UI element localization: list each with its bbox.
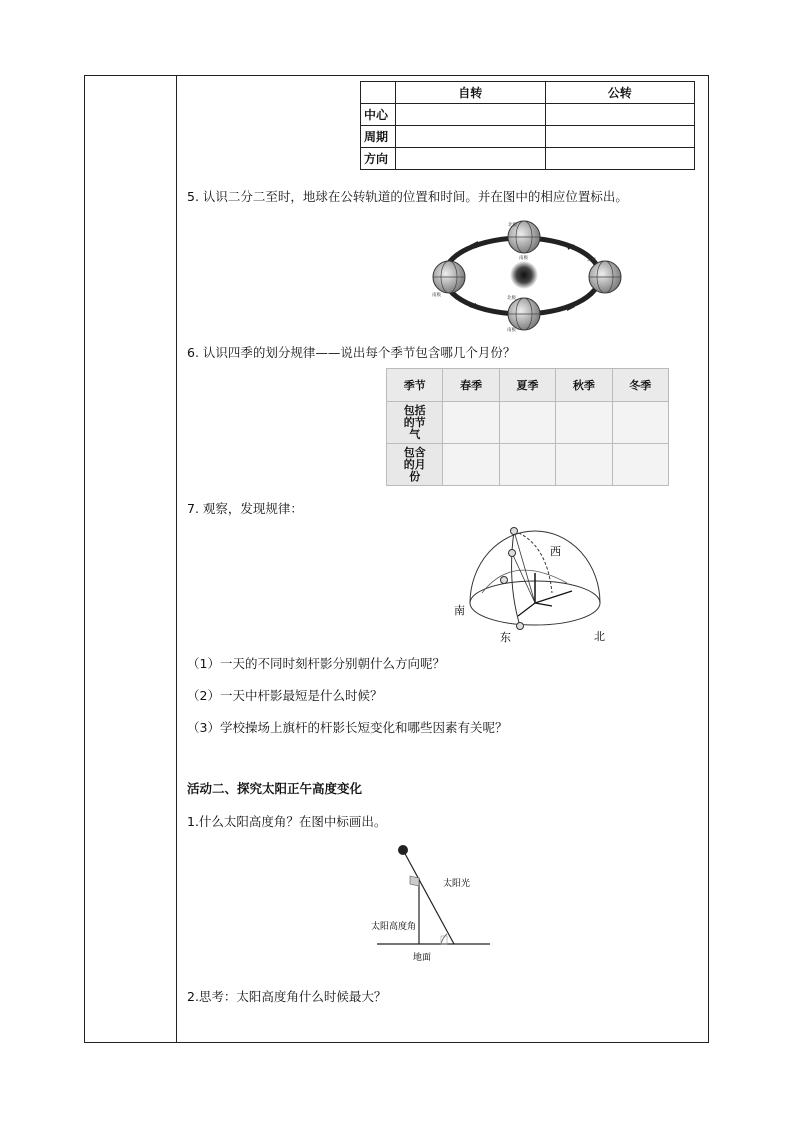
table-row [387, 444, 669, 486]
table-header-cell: 冬季 [612, 369, 668, 402]
label-line: 份 [409, 469, 421, 483]
sun-ray [512, 553, 535, 603]
row-header-months [387, 444, 443, 486]
label-line: 包含 [403, 445, 426, 459]
pole-label: 北极 [508, 223, 517, 228]
table-header-cell: 自转 [396, 82, 546, 104]
sun-icon [509, 550, 516, 557]
answer-cell[interactable] [499, 402, 555, 444]
left-column [85, 76, 177, 1042]
question-7-3: （3）学校操场上旗杆的杆影长短变化和哪些因素有关呢？ [187, 720, 508, 735]
answer-cell[interactable] [443, 444, 499, 486]
question-7-2: （2）一天中杆影最短是什么时候？ [187, 688, 383, 703]
sun-arc-dashed [514, 531, 552, 593]
pole-label: 北极 [587, 258, 596, 263]
sunlight-label: 太阳光 [443, 879, 471, 889]
ground-label: 地面 [413, 953, 432, 963]
shadow-line [535, 591, 572, 603]
row-header-center: 中心 [361, 104, 396, 126]
pole-label: 南极 [432, 293, 441, 298]
direction-south: 南 [454, 604, 465, 617]
activity-2-heading: 活动二、探究太阳正午高度变化 [187, 781, 363, 796]
table-row [361, 104, 695, 126]
row-header-period: 周期 [361, 126, 396, 148]
table-header-cell: 季节 [387, 369, 443, 402]
worksheet-frame [84, 75, 709, 1043]
sun-icon [501, 577, 508, 584]
label-line: 的节 [403, 415, 426, 429]
earth-globe-icon [433, 261, 465, 293]
answer-cell[interactable] [545, 104, 695, 126]
table-row [361, 82, 695, 104]
content-column [177, 76, 708, 1042]
answer-cell[interactable] [556, 444, 612, 486]
sun-arc [512, 531, 520, 626]
question-7-1: （1）一天的不同时刻杆影分别朝什么方向呢？ [187, 656, 445, 671]
answer-cell[interactable] [556, 402, 612, 444]
seasons-table [386, 368, 669, 486]
answer-cell[interactable] [443, 402, 499, 444]
question-6: 6. 认识四季的划分规律——说出每个季节包含哪几个月份？ [187, 345, 516, 360]
table-row [361, 148, 695, 170]
pole-label: 南极 [507, 328, 516, 333]
angle-arc [441, 934, 447, 944]
direction-east: 东 [500, 631, 511, 644]
question-5: 5. 认识二分二至时，地球在公转轨道的位置和时间。并在图中的相应位置标出。 [187, 189, 628, 204]
rotation-revolution-table [360, 81, 695, 170]
answer-cell[interactable] [545, 126, 695, 148]
label-line: 气 [409, 427, 421, 441]
table-header-cell: 公转 [545, 82, 695, 104]
answer-cell[interactable] [396, 126, 546, 148]
sun-icon [510, 261, 538, 289]
sun-icon [517, 623, 524, 630]
flag-icon [410, 876, 419, 886]
activity-2-question-1: 1.什么太阳高度角？在图中标画出。 [187, 814, 387, 829]
row-header-solar-terms [387, 402, 443, 444]
solar-altitude-diagram [371, 838, 517, 968]
earth-globe-icon [508, 298, 540, 330]
pole-label: 北极 [507, 296, 516, 301]
sun-icon [511, 528, 518, 535]
question-7: 7. 观察，发现规律： [187, 501, 303, 516]
answer-cell[interactable] [499, 444, 555, 486]
answer-cell[interactable] [396, 104, 546, 126]
table-row [361, 126, 695, 148]
table-row [387, 369, 669, 402]
answer-cell[interactable] [612, 444, 668, 486]
earth-orbit-diagram [427, 219, 627, 334]
pole-label: 南极 [519, 256, 528, 261]
label-line: 的月 [403, 457, 426, 471]
sun-path-hemisphere-diagram [452, 523, 612, 643]
table-header-cell: 秋季 [556, 369, 612, 402]
table-header-cell [361, 82, 396, 104]
activity-2-question-2: 2.思考：太阳高度角什么时候最大？ [187, 989, 387, 1004]
answer-cell[interactable] [545, 148, 695, 170]
shadow-line [535, 603, 552, 606]
direction-west: 西 [550, 545, 561, 558]
answer-cell[interactable] [612, 402, 668, 444]
label-line: 包括 [403, 403, 426, 417]
answer-cell[interactable] [396, 148, 546, 170]
shadow-line [518, 603, 535, 616]
direction-north: 北 [594, 630, 605, 643]
table-header-cell: 夏季 [499, 369, 555, 402]
table-header-cell: 春季 [443, 369, 499, 402]
table-row [387, 402, 669, 444]
earth-globe-icon [589, 261, 621, 293]
solar-altitude-angle-label: 太阳高度角 [371, 922, 417, 932]
row-header-direction: 方向 [361, 148, 396, 170]
